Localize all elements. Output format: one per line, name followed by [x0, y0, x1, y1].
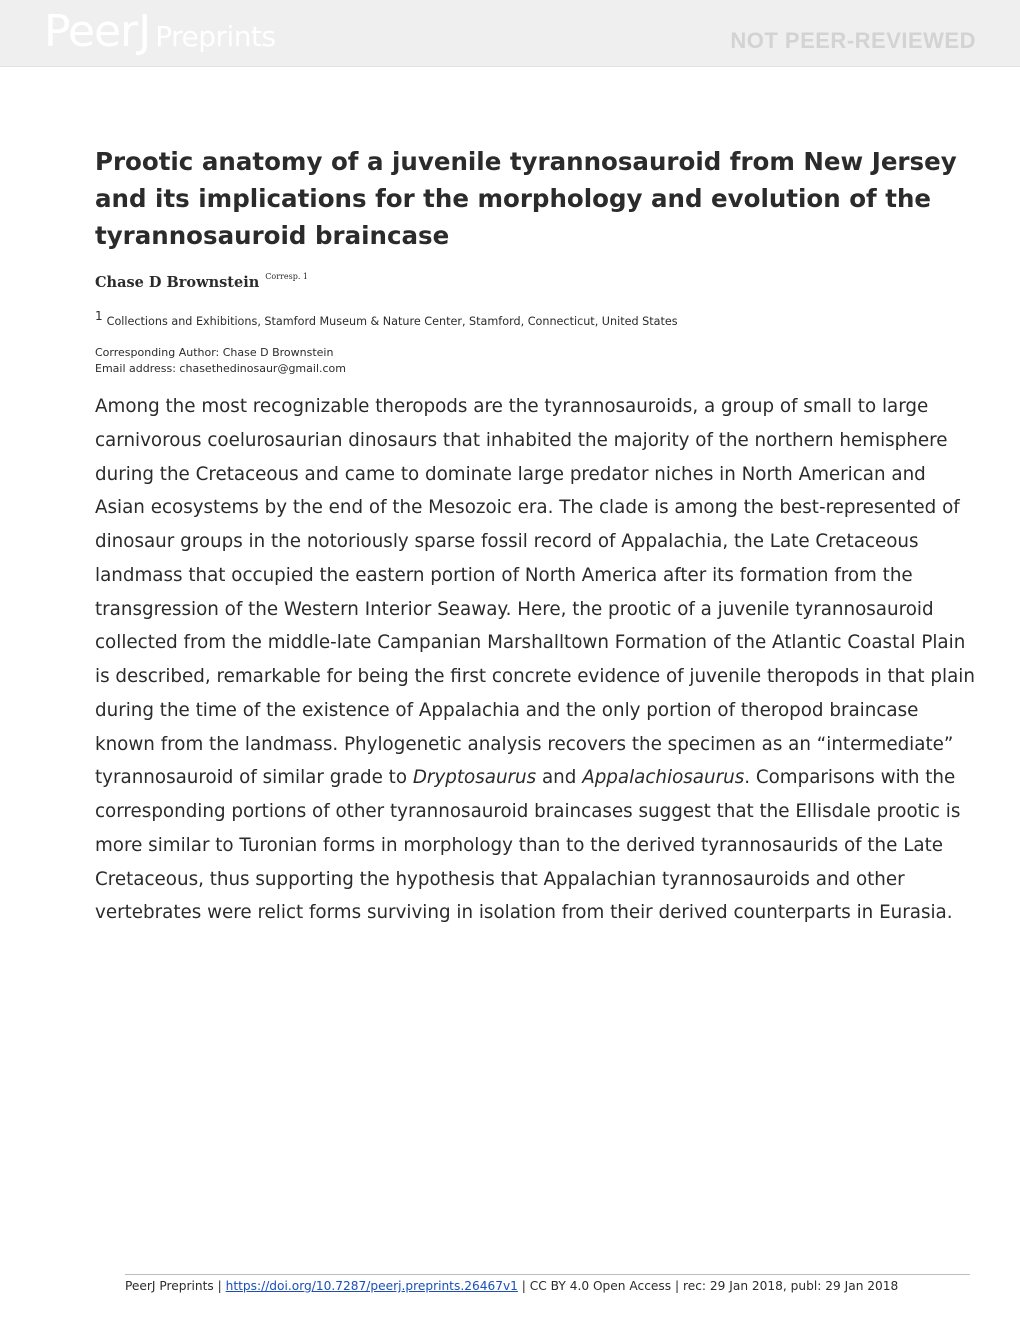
- abstract-text-1: Among the most recognizable theropods are the tyrannosauroids, a group of small to large carnivorous coelurosaurian dinosaurs that inhabited the majority of the northern hemisphere during the Cretaceous and came to dominate large predator niches in North American and Asian ecosystems by the end of the Mesozoic era. The clade is among the best-represented of dinosaur groups in the notoriously sparse fossil record of Appalachia, the Late Cretaceous landmass that occupied the eastern portion of North America after its formation from the transgression of the Western Interior Seaway. Here, the prootic of a juvenile tyrannosauroid collected from the middle-late Campanian Marshalltown Formation of the Atlantic Coastal Plain is described, remarkable for being the first concrete evidence of juvenile theropods in that plain during the time of the existence of Appalachia and the only portion of theropod braincase known from the landmass. Phylogenetic analysis recovers the specimen as an “intermediate” tyrannosauroid of similar grade to: [95, 396, 975, 789]
- genus-appalachiosaurus: Appalachiosaurus: [582, 767, 745, 789]
- paper-title: Prootic anatomy of a juvenile tyrannosauroid from New Jersey and its implications for the morphology and evolution of the tyrannosauroid braincase: [95, 147, 957, 250]
- review-status-label: NOT PEER-REVIEWED: [730, 28, 976, 53]
- logo-j-text: J: [138, 6, 152, 57]
- logo-preprints-text: Preprints: [155, 20, 276, 53]
- author-marks: Corresp. 1: [265, 272, 308, 281]
- author-line: [95, 272, 308, 291]
- footer-license: | CC BY 4.0 Open Access | rec: 29 Jan 2018, publ: 29 Jan 2018: [517, 1279, 899, 1293]
- logo-peer-text: Peer: [44, 6, 138, 57]
- abstract-text-2: . Comparisons with the corresponding portions of other tyrannosauroid braincases suggest that the Ellisdale prootic is more similar to Turonian forms in morphology than to the derived tyrannosaurids of the Late Cretaceous, thus supporting the hypothesis that Appalachian tyrannosauroids and other vertebrates were relict forms surviving in isolation from their derived counterparts in Eurasia.: [95, 767, 961, 924]
- email-address: Email address: chasethedinosaur@gmail.com: [95, 362, 346, 375]
- affiliation: [95, 309, 678, 328]
- abstract-and: and: [536, 767, 583, 789]
- abstract: [95, 390, 975, 930]
- affiliation-number: 1: [95, 309, 103, 323]
- footer-prefix: PeerJ Preprints |: [125, 1279, 226, 1293]
- header-banner: [0, 0, 1020, 67]
- corresponding-info: [95, 345, 346, 377]
- doi-link[interactable]: https://doi.org/10.7287/peerj.preprints.26467v1: [225, 1279, 518, 1293]
- footer: [125, 1279, 898, 1293]
- author-name: Chase D Brownstein: [95, 274, 260, 291]
- footer-divider: [125, 1274, 970, 1275]
- genus-dryptosaurus: Dryptosaurus: [412, 767, 537, 789]
- affiliation-text: Collections and Exhibitions, Stamford Museum & Nature Center, Stamford, Connecticut, United States: [106, 315, 678, 328]
- peerj-preprints-logo[interactable]: [44, 8, 276, 56]
- corresponding-author: Corresponding Author: Chase D Brownstein: [95, 346, 334, 359]
